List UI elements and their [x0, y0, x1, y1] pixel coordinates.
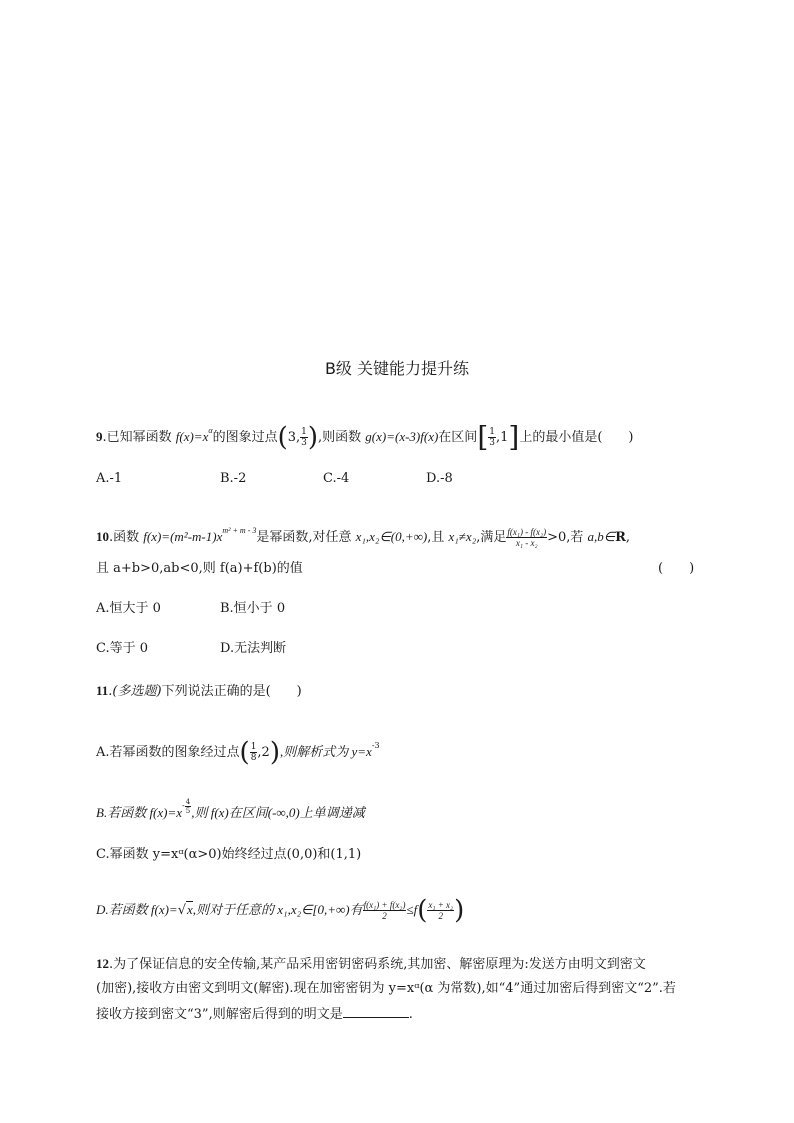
question-10: 10.函数 $f(x)=(m^2-m-1)x^{m^2 + m - 3}$是幂函数,对任意 x₁,x₂∈(0,+∞),且 x₁≠x₂,满足 $\frac{\text{f(x₁) - f(x₂)}}{\text{x₁ - x₂}}$ >0,若 a,b∈R,	[96, 526, 631, 548]
fraction: $\frac{1}{3}$	[301, 427, 307, 448]
question-number: 9	[96, 429, 103, 444]
option-c: C.等于 0	[96, 641, 149, 656]
fraction: $\frac{1}{3}$	[489, 427, 495, 448]
question-11: 11.(多选题)下列说法正确的是( )	[96, 683, 302, 699]
fraction: $\frac{\text{f(x₁) + f(x₂)}}{2}$	[363, 900, 406, 921]
bracket-close: ]	[508, 420, 520, 454]
question-10-line2: 且 a+b>0,ab<0,则 f(a)+f(b)的值	[96, 561, 303, 576]
question-12-line2: (加密),接收方由密文到明文(解密).现在加密密钥为 y=xᵅ(α 为常数),如“4”通过加密后得到密文“2”.若	[96, 981, 676, 996]
option-d: D.无法判断	[220, 641, 287, 656]
fraction: $\frac{\text{f(x₁) - f(x₂)}}{\text{x₁ - x₂}}$	[507, 527, 547, 548]
question-11-option-c: C.幂函数 y=xᵅ(α>0)始终经过点(0,0)和(1,1)	[96, 847, 362, 862]
answer-paren: ( )	[658, 561, 695, 576]
option-a: A.-1	[96, 471, 123, 486]
question-11-option-d: D.若函数 f(x)=√x,则对于任意的 x₁,x₂∈[0,+∞)有 $\frac{\text{f(x₁) + f(x₂)}}{2}$ ≤f( $\frac{\text{x₁ + x₂}}{2}$ )	[96, 895, 465, 926]
question-11-option-a: A.若幂函数的图象经过点( $\frac{1}{8}$ ,2),则解析式为 $y=x^{-3}$	[96, 737, 380, 768]
option-a: A.恒大于 0	[96, 601, 161, 616]
option-b: B.-2	[220, 471, 247, 486]
paren-open: (	[277, 422, 288, 453]
option-c: C.-4	[323, 471, 350, 486]
multi-choice-tag: .(多选题)	[108, 684, 162, 699]
question-number: 10	[96, 529, 109, 544]
option-b: B.恒小于 0	[220, 601, 286, 616]
question-10-options-row2	[96, 640, 286, 658]
bracket-open: [	[477, 420, 489, 454]
fraction: $\frac{\text{x₁ + x₂}}{2}$	[428, 900, 454, 921]
paren-close: )	[307, 422, 319, 453]
answer-blank	[343, 1005, 409, 1018]
question-number: 11	[96, 683, 109, 698]
question-9-options	[96, 470, 453, 488]
question-11-option-b: B.若函数 $f(x)=x^{- \frac{4}{5}}$ ,则 f(x)在区间(-∞,0)上单调递减	[96, 797, 365, 820]
question-10-options-row1	[96, 600, 285, 618]
option-d: D.-8	[426, 471, 453, 486]
question-12-line3: 接收方接到密文“3”,则解密后得到的明文是 .	[96, 1007, 413, 1022]
question-number: 12	[96, 956, 109, 971]
question-12: 12.为了保证信息的安全传输,某产品采用密钥密码系统,其加密、解密原理为:发送方由明文到密文	[96, 956, 646, 972]
question-9: 9.已知幂函数 $f(x)=x^\alpha$的图象过点(3, $\frac{1}{3}$ ),则函数 g(x)=(x-3)f(x)在区间[ $\frac{1}{3}$ ,1]上的最小值是( )	[96, 420, 634, 454]
fraction: $\frac{1}{8}$	[250, 742, 257, 763]
section-title: B级 关键能力提升练	[324, 359, 470, 378]
